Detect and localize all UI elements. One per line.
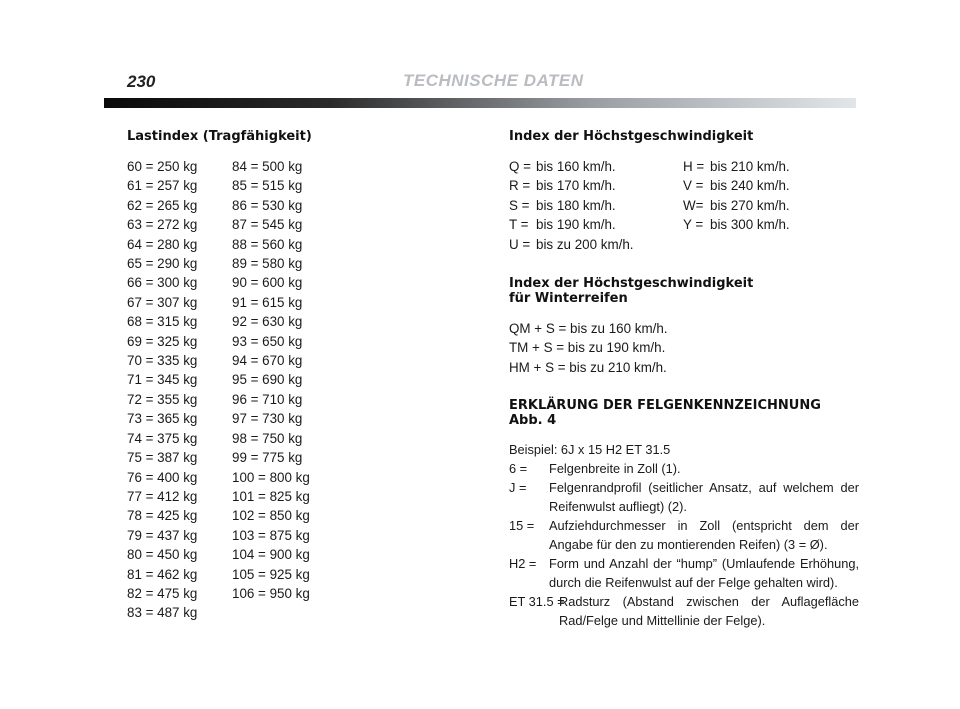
list-item: 81 = 462 kg	[127, 566, 198, 582]
winter-speed-index-heading	[509, 276, 859, 306]
speed-index-row	[509, 235, 634, 254]
list-item: 60 = 250 kg	[127, 159, 198, 174]
load-index-column-b	[232, 157, 310, 603]
speed-index-row	[509, 215, 634, 234]
list-item: 75 = 387 kg	[127, 450, 198, 466]
speed-index-table	[509, 157, 859, 255]
speed-code: Y =	[683, 217, 704, 233]
list-item: 95 = 690 kg	[232, 372, 303, 388]
list-item: 72 = 355 kg	[127, 391, 198, 407]
list-item: 67 = 307 kg	[127, 294, 198, 310]
list-item: 98 = 750 kg	[232, 430, 303, 446]
rim-marking-list	[509, 440, 859, 630]
list-item: 94 = 670 kg	[232, 353, 303, 369]
list-item: 63 = 272 kg	[127, 217, 198, 233]
load-index-section	[127, 129, 457, 627]
rim-marking-row	[509, 554, 859, 592]
speed-index-heading: Index der Höchstgeschwindigkeit	[509, 129, 754, 144]
load-index-heading: Lastindex (Tragfähigkeit)	[127, 129, 312, 144]
winter-speed-index-list	[509, 319, 859, 377]
list-item: 73 = 365 kg	[127, 411, 198, 427]
list-item: 96 = 710 kg	[232, 391, 303, 407]
speed-value: bis 160 km/h.	[536, 159, 616, 174]
rim-description: Radsturz (Abstand zwischen der Auflagefläche Rad/Felge und Mittellinie der Felge).	[559, 594, 859, 629]
list-item: 66 = 300 kg	[127, 275, 198, 291]
rim-marking-row	[509, 478, 859, 516]
list-item: 90 = 600 kg	[232, 275, 303, 291]
list-item: 83 = 487 kg	[127, 605, 198, 621]
winter-heading-line2: für Winterreifen	[509, 291, 628, 306]
list-item: 106 = 950 kg	[232, 585, 310, 601]
rim-marking-row	[509, 592, 859, 630]
rim-code: 6 =	[509, 461, 528, 477]
rim-description: Form und Anzahl der “hump” (Umlaufende Erhöhung, durch die Reifenwulst auf der Felge gehalten wird).	[549, 556, 859, 591]
speed-value: bis 240 km/h.	[710, 178, 790, 194]
list-item: 77 = 412 kg	[127, 488, 198, 504]
list-item: 76 = 400 kg	[127, 469, 198, 485]
list-item: 61 = 257 kg	[127, 178, 198, 194]
speed-index-row	[509, 157, 634, 176]
rim-description: Aufziehdurchmesser in Zoll (entspricht dem der Angabe für den zu montierenden Reifen) (3 = Ø).	[549, 518, 859, 553]
speed-code: Q =	[509, 159, 531, 174]
speed-value: bis 300 km/h.	[710, 217, 790, 233]
page-number: 230	[127, 72, 156, 91]
speed-value: bis 210 km/h.	[710, 159, 790, 174]
rim-marking-heading	[509, 398, 859, 428]
load-index-table	[127, 157, 457, 627]
list-item: 105 = 925 kg	[232, 566, 310, 582]
speed-index-section	[509, 129, 859, 630]
speed-value: bis 180 km/h.	[536, 197, 616, 213]
speed-code: T =	[509, 217, 529, 233]
winter-heading-line1: Index der Höchstgeschwindigkeit	[509, 276, 754, 291]
list-item: 70 = 335 kg	[127, 353, 198, 369]
speed-code: R =	[509, 178, 531, 194]
list-item: 104 = 900 kg	[232, 547, 310, 563]
rim-description: Felgenrandprofil (seitlicher Ansatz, auf welchem der Reifenwulst aufliegt) (2).	[549, 480, 859, 515]
rim-code: ET 31.5 =	[509, 594, 565, 610]
page-title: TECHNISCHE DATEN	[403, 71, 584, 90]
rim-heading-line1: ERKLÄRUNG DER FELGENKENNZEICHNUNG	[509, 398, 821, 414]
list-item: 80 = 450 kg	[127, 547, 198, 563]
list-item: 102 = 850 kg	[232, 508, 310, 524]
list-item: 97 = 730 kg	[232, 411, 303, 427]
rim-marking-row	[509, 516, 859, 554]
list-item: 101 = 825 kg	[232, 488, 310, 504]
list-item: 100 = 800 kg	[232, 469, 310, 485]
speed-index-row	[683, 215, 790, 234]
list-item: 82 = 475 kg	[127, 585, 198, 601]
list-item: 89 = 580 kg	[232, 256, 303, 272]
list-item: 93 = 650 kg	[232, 333, 303, 349]
speed-index-row	[683, 196, 790, 215]
rim-code: J =	[509, 480, 527, 496]
list-item: HM + S = bis zu 210 km/h.	[509, 359, 667, 375]
list-item: 65 = 290 kg	[127, 256, 198, 272]
rim-example: Beispiel: 6J x 15 H2 ET 31.5	[509, 442, 671, 458]
speed-code: S =	[509, 197, 530, 213]
speed-code: W=	[683, 197, 704, 213]
speed-value: bis zu 200 km/h.	[536, 236, 634, 252]
speed-index-row	[683, 176, 790, 195]
header-bar	[104, 98, 856, 108]
speed-index-row	[683, 157, 790, 176]
rim-description: Felgenbreite in Zoll (1).	[549, 461, 681, 477]
speed-index-row	[509, 176, 634, 195]
speed-index-row	[509, 196, 634, 215]
speed-code: H =	[683, 159, 705, 174]
rim-code: 15 =	[509, 518, 535, 534]
list-item: 69 = 325 kg	[127, 333, 198, 349]
list-item: 92 = 630 kg	[232, 314, 303, 330]
speed-index-column-a	[509, 157, 634, 254]
rim-heading-line2: Abb. 4	[509, 413, 557, 429]
list-item: 68 = 315 kg	[127, 314, 198, 330]
list-item: 103 = 875 kg	[232, 527, 310, 543]
load-index-column-a	[127, 157, 197, 623]
list-item: 62 = 265 kg	[127, 197, 198, 213]
list-item: TM + S = bis zu 190 km/h.	[509, 340, 666, 356]
list-item: 71 = 345 kg	[127, 372, 198, 388]
rim-marking-row	[509, 459, 859, 478]
speed-code: V =	[683, 178, 704, 194]
speed-code: U =	[509, 236, 531, 252]
speed-index-column-b	[683, 157, 790, 235]
list-item: 88 = 560 kg	[232, 236, 303, 252]
list-item: 99 = 775 kg	[232, 450, 303, 466]
rim-items	[509, 459, 859, 630]
list-item: 86 = 530 kg	[232, 197, 303, 213]
list-item: 87 = 545 kg	[232, 217, 303, 233]
speed-value: bis 170 km/h.	[536, 178, 616, 194]
list-item: 78 = 425 kg	[127, 508, 198, 524]
list-item: 79 = 437 kg	[127, 527, 198, 543]
list-item: 85 = 515 kg	[232, 178, 303, 194]
list-item: 91 = 615 kg	[232, 294, 303, 310]
speed-value: bis 190 km/h.	[536, 217, 616, 233]
speed-value: bis 270 km/h.	[710, 197, 790, 213]
rim-code: H2 =	[509, 556, 537, 572]
list-item: 84 = 500 kg	[232, 159, 303, 174]
list-item: 64 = 280 kg	[127, 236, 198, 252]
list-item: 74 = 375 kg	[127, 430, 198, 446]
list-item: QM + S = bis zu 160 km/h.	[509, 321, 668, 336]
